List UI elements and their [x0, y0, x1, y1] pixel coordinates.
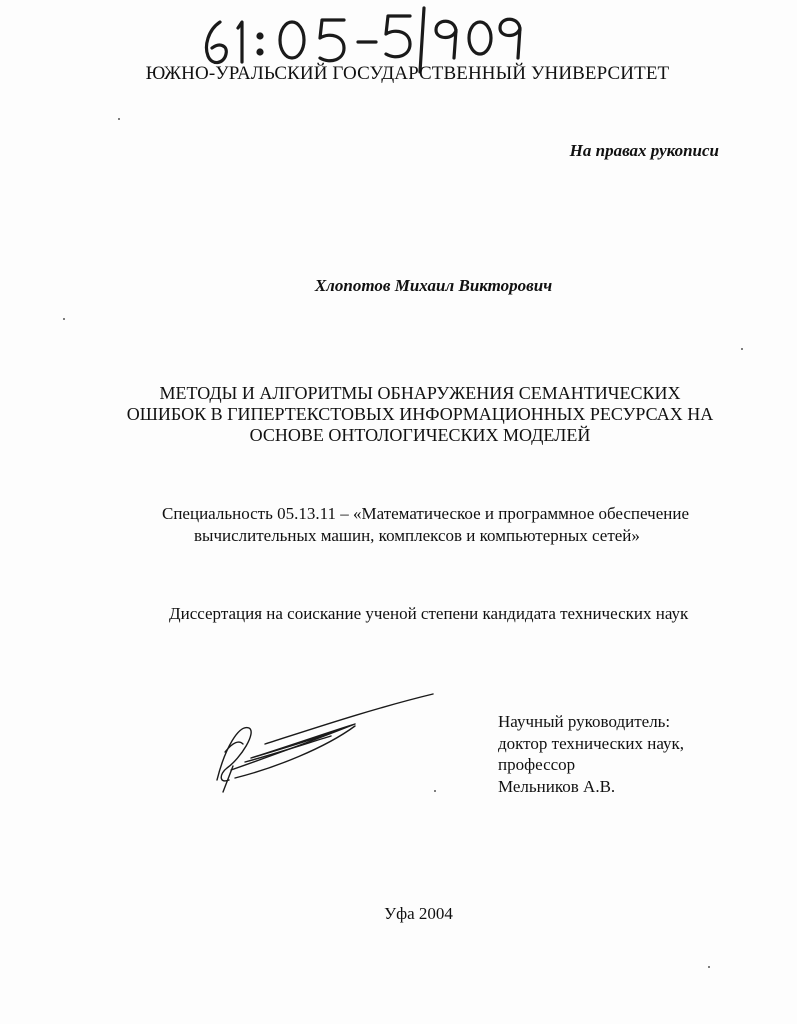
title-line: ОШИБОК В ГИПЕРТЕКСТОВЫХ ИНФОРМАЦИОННЫХ РЕСУРСАХ НА	[126, 404, 714, 424]
specialty-line: Специальность 05.13.11 – «Математическое и программное обеспечение	[162, 504, 689, 523]
scan-speck	[708, 966, 710, 968]
dissertation-title	[100, 383, 740, 446]
city-year: Уфа 2004	[384, 904, 453, 923]
supervisor-name: Мельников А.В.	[498, 776, 616, 796]
dissertation-degree: Диссертация на соискание ученой степени кандидата технических наук	[169, 604, 689, 623]
supervisor-block	[498, 711, 684, 797]
scan-speck	[434, 790, 436, 792]
specialty	[162, 503, 742, 547]
rights-note: На правах рукописи	[569, 141, 719, 160]
university-name: ЮЖНО-УРАЛЬСКИЙ ГОСУДАРСТВЕННЫЙ УНИВЕРСИТЕТ	[145, 63, 670, 84]
author-name: Хлопотов Михаил Викторович	[314, 276, 553, 295]
scan-speck	[741, 348, 743, 350]
title-line: МЕТОДЫ И АЛГОРИТМЫ ОБНАРУЖЕНИЯ СЕМАНТИЧЕСКИХ	[159, 383, 681, 403]
scan-speck	[63, 318, 65, 320]
supervisor-rank: профессор	[498, 755, 576, 774]
signature	[205, 688, 445, 800]
supervisor-role: Научный руководитель:	[498, 712, 671, 731]
specialty-line: вычислительных машин, комплексов и компьютерных сетей»	[194, 526, 640, 545]
supervisor-degree: доктор технических наук,	[498, 733, 685, 753]
title-line: ОСНОВЕ ОНТОЛОГИЧЕСКИХ МОДЕЛЕЙ	[249, 425, 591, 445]
scan-speck	[118, 118, 120, 120]
